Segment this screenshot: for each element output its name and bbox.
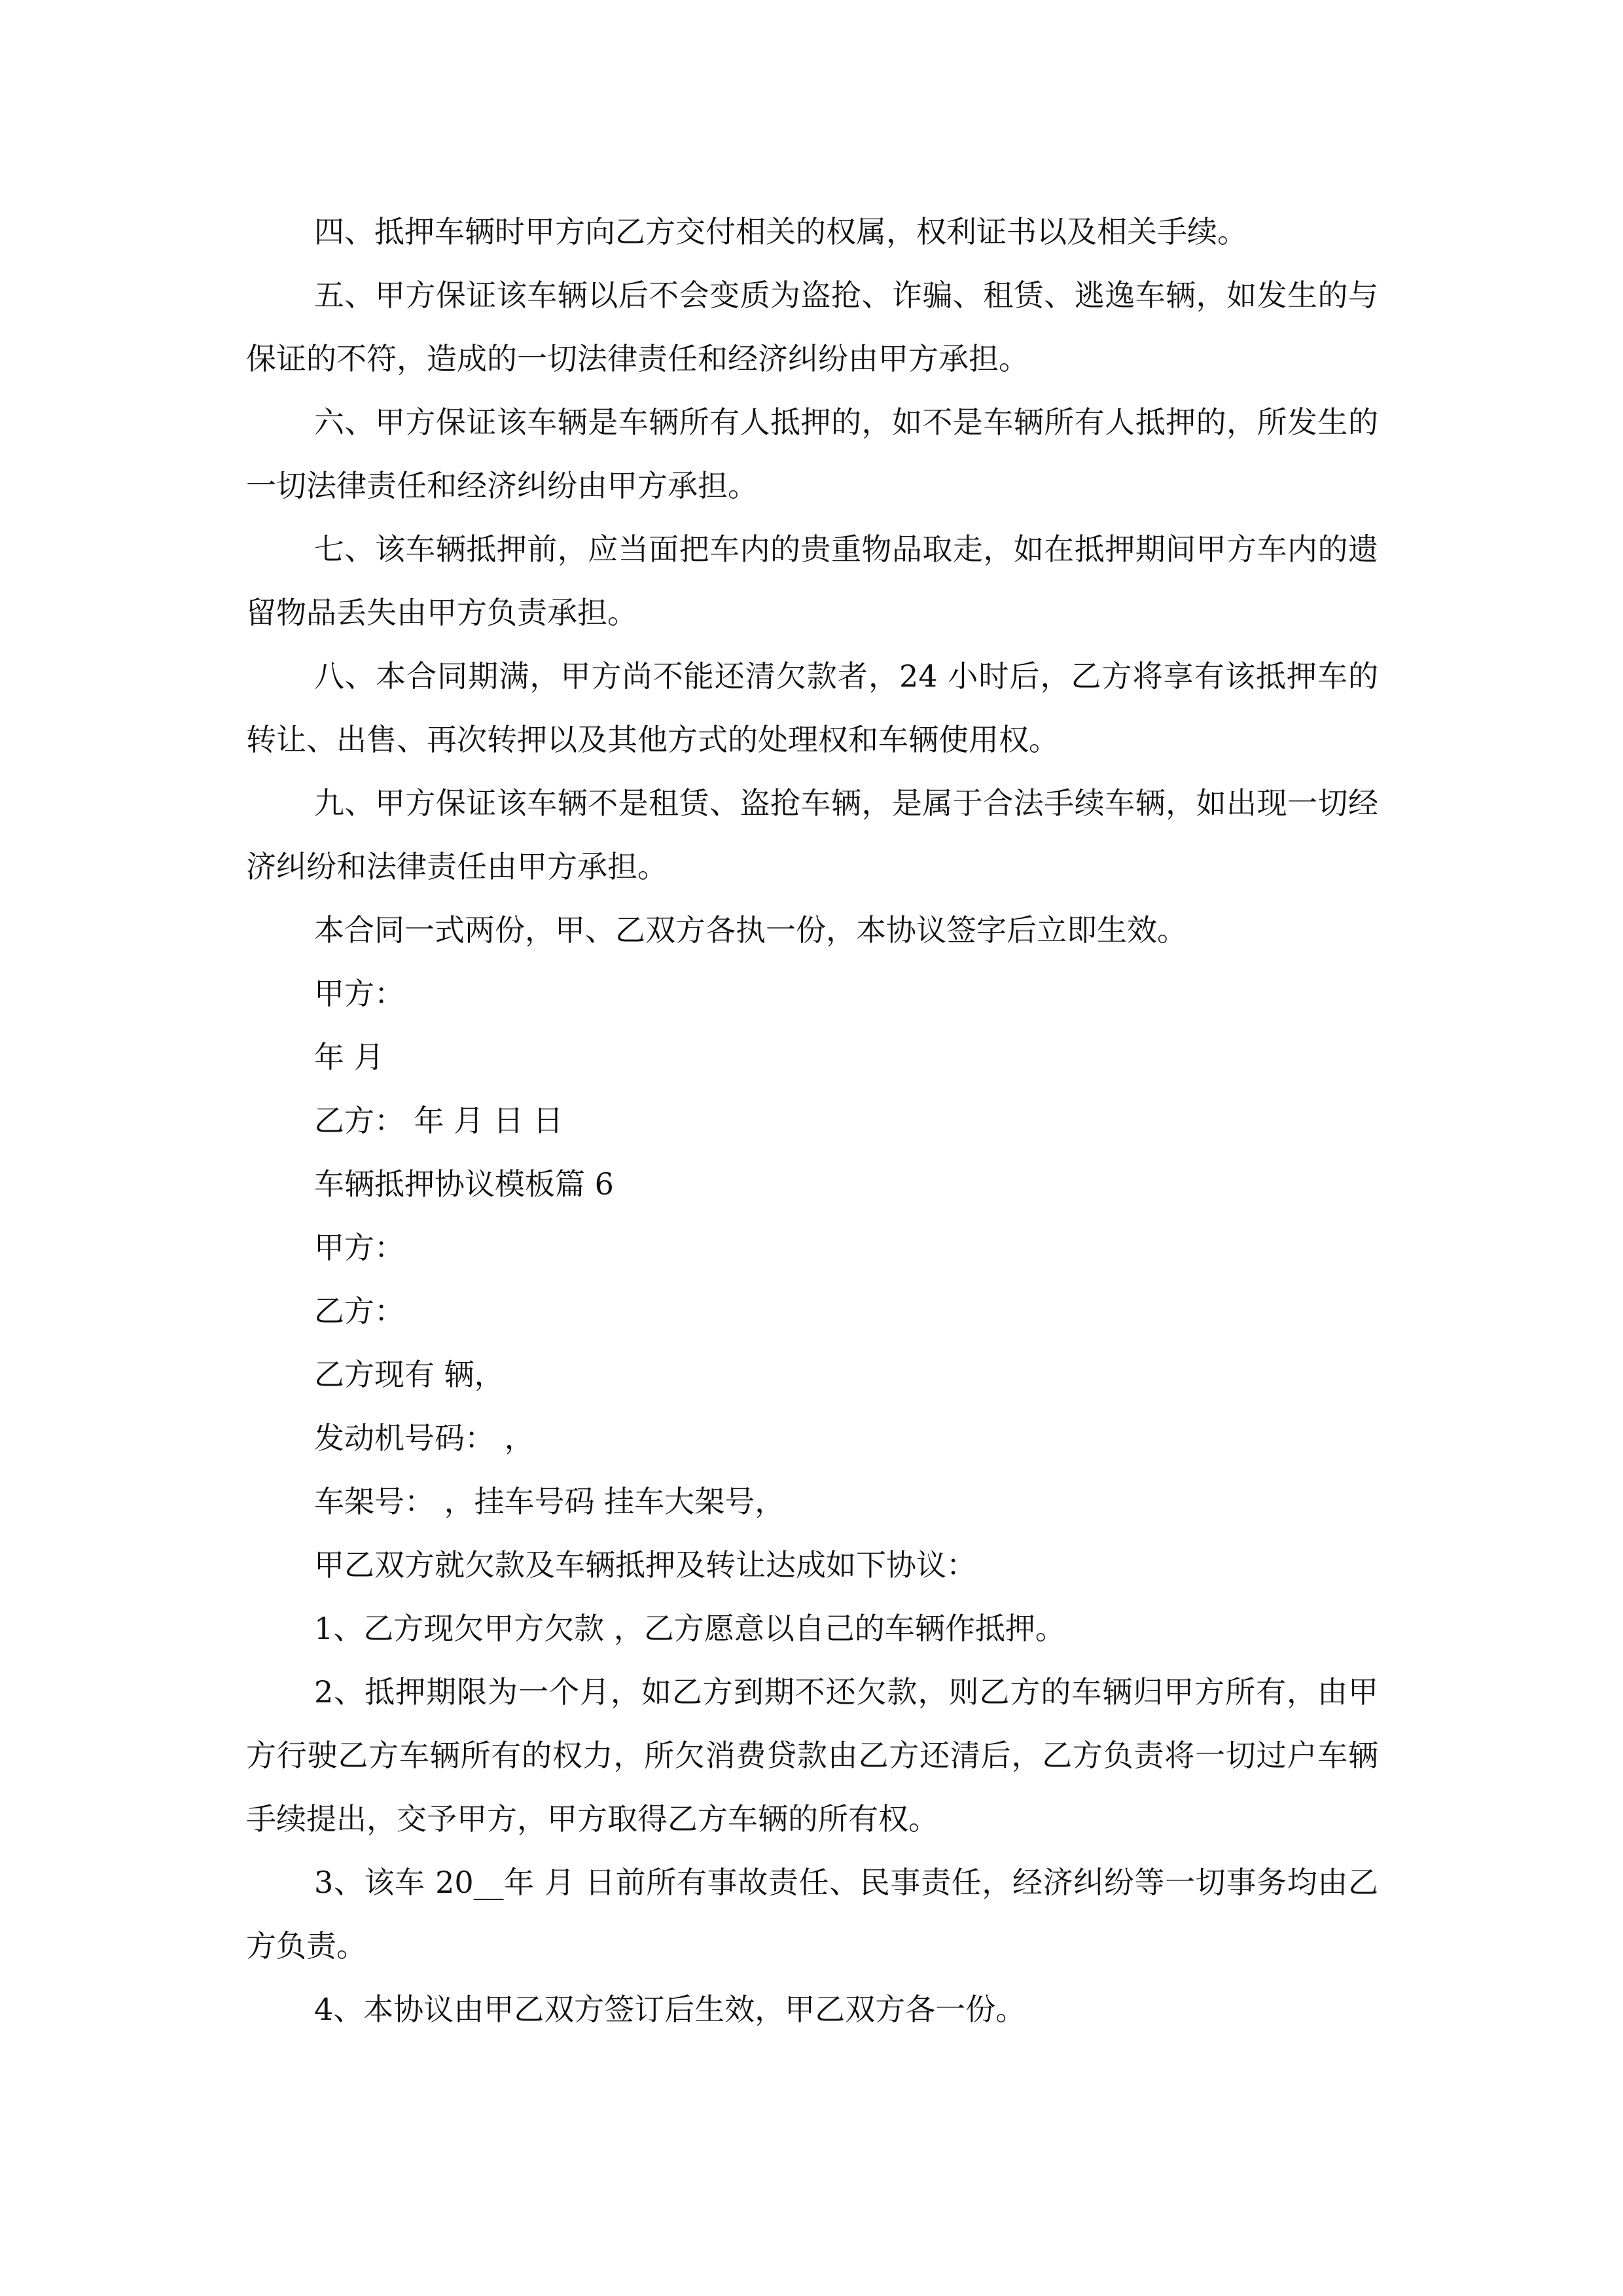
- agreement-intro: 甲乙双方就欠款及车辆抵押及转让达成如下协议：: [314, 1547, 976, 1583]
- clause-8: 八、本合同期满，甲方尚不能还清欠款者，24 小时后，乙方将享有该抵押车的转让、出售、再次转押以及其他方式的处理权和车辆使用权。: [246, 658, 1378, 757]
- party-a-line: 甲方：: [314, 1230, 404, 1265]
- clause-9: 九、甲方保证该车辆不是租赁、盗抢车辆，是属于合法手续车辆，如出现一切经济纠纷和法律责任由甲方承担。: [246, 785, 1378, 884]
- clause-4: 四、抵押车辆时甲方向乙方交付相关的权属，权利证书以及相关手续。: [314, 214, 1247, 249]
- vehicle-count-line: 乙方现有 辆，: [314, 1357, 505, 1392]
- clause-6: 六、甲方保证该车辆是车辆所有人抵押的，如不是车辆所有人抵押的，所发生的一切法律责任和经济纠纷由甲方承担。: [246, 404, 1378, 503]
- party-a-signature-line: 甲方：: [314, 976, 404, 1011]
- term-4: 4、本协议由甲乙双方签订后生效，甲乙双方各一份。: [314, 1992, 1026, 2027]
- document-body: [246, 200, 1378, 2041]
- term-2: 2、抵押期限为一个月，如乙方到期不还欠款，则乙方的车辆归甲方所有，由甲方行驶乙方车辆所有的权力，所欠消费贷款由乙方还清后，乙方负责将一切过户车辆手续提出，交予甲方，甲方取得乙方车辆的所有权。: [246, 1674, 1378, 1837]
- party-a-date-line: 年 月: [314, 1039, 384, 1075]
- engine-number-line: 发动机号码： ，: [314, 1420, 535, 1456]
- section-heading: 车辆抵押协议模板篇 6: [314, 1166, 614, 1202]
- term-1: 1、乙方现欠甲方欠款 ，乙方愿意以自己的车辆作抵押。: [314, 1611, 1065, 1646]
- party-b-signature-date-line: 乙方： 年 月 日 日: [314, 1103, 563, 1138]
- term-3: 3、该车 20__年 月 日前所有事故责任、民事责任，经济纠纷等一切事务均由乙方负责。: [246, 1865, 1378, 1964]
- clause-5: 五、甲方保证该车辆以后不会变质为盗抢、诈骗、租赁、逃逸车辆，如发生的与保证的不符，造成的一切法律责任和经济纠纷由甲方承担。: [246, 278, 1378, 376]
- party-b-line: 乙方：: [314, 1293, 404, 1329]
- clause-7: 七、该车辆抵押前，应当面把车内的贵重物品取走，如在抵押期间甲方车内的遗留物品丢失由甲方负责承担。: [246, 531, 1378, 630]
- frame-number-line: 车架号： ，挂车号码 挂车大架号，: [314, 1484, 785, 1519]
- copies-clause: 本合同一式两份，甲、乙双方各执一份，本协议签字后立即生效。: [314, 912, 1187, 948]
